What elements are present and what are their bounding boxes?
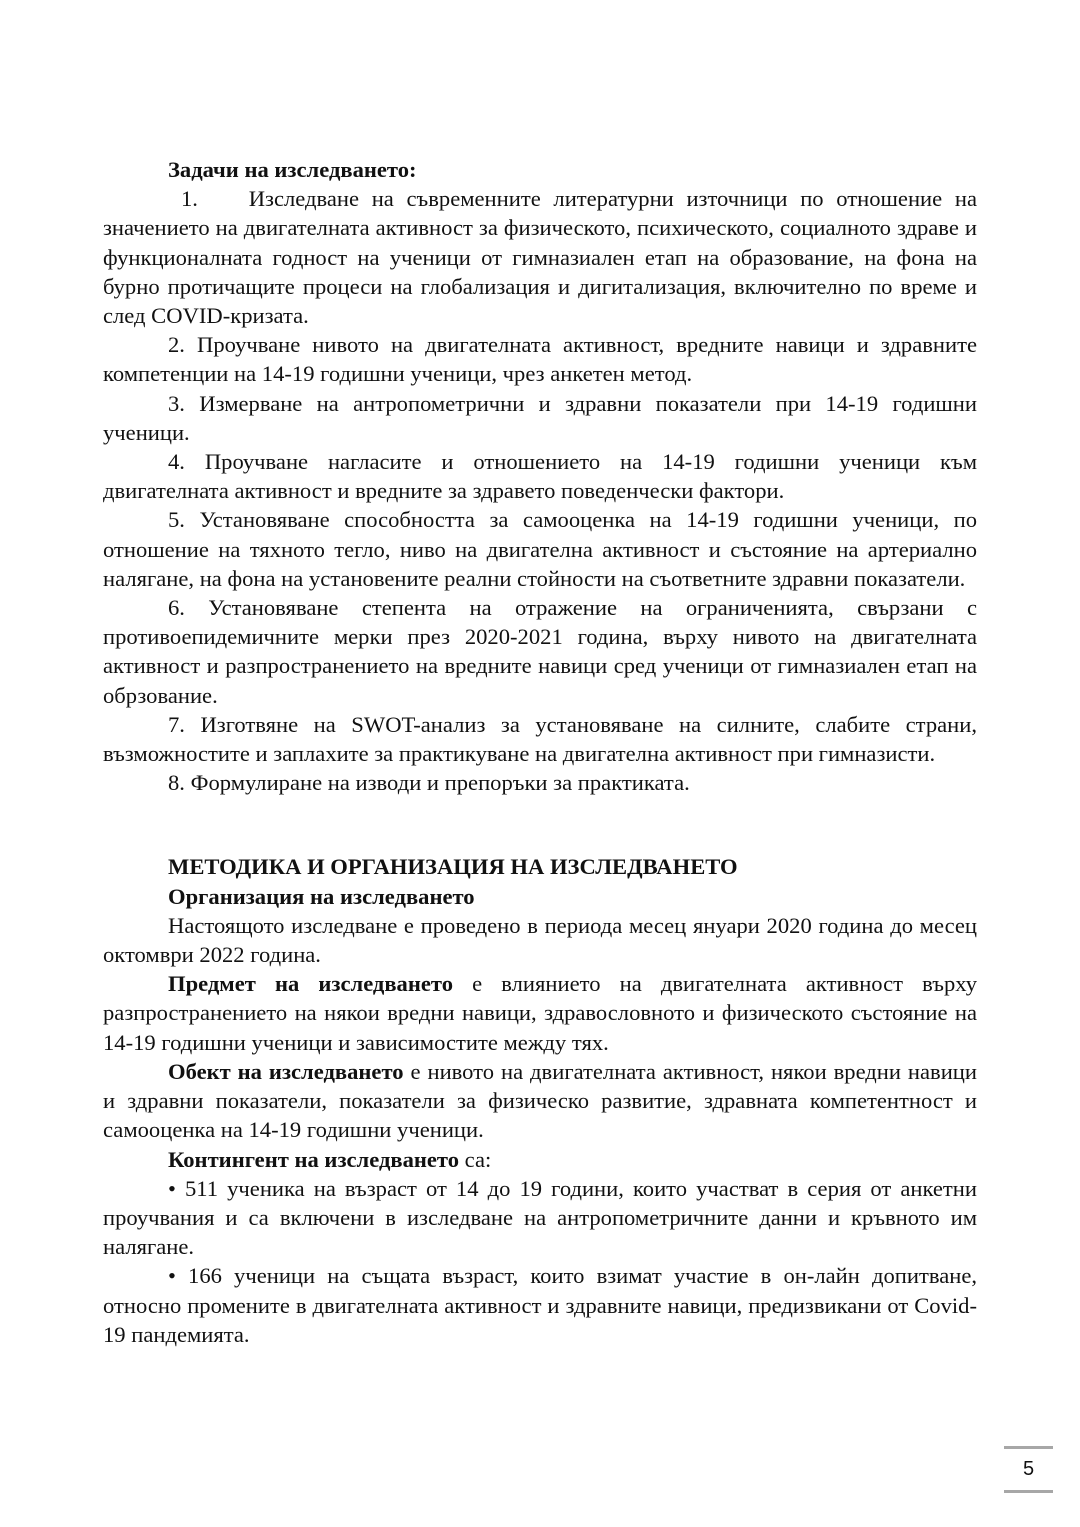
document-page [103,155,977,1349]
task-item: 5. Установяване способността за самооценка на 14-19 годишни ученици, по отношение на тяхното тегло, ниво на двигателна активност и състояние на артериално налягане, на фона на установените реални стойности на съответните здравни показатели. [103,507,977,591]
bullet-icon: • [168,1263,176,1289]
bullet-icon: • [168,1175,176,1201]
page-number: 5 [1004,1446,1053,1493]
contingent-label: Контингент на изследването [168,1146,460,1172]
contingent-list-item [103,1174,977,1262]
subject-text: е влиянието на двигателната активност върху разпространението на някои вредни навици, здравословното и физическото състояние на 14-19 годишни ученици и зависимостите между тях. [103,971,977,1055]
tasks-heading: Задачи на изследването: [168,157,417,182]
methodology-section-title: МЕТОДИКА И ОРГАНИЗАЦИЯ НА ИЗСЛЕДВАНЕТО [168,854,738,880]
organization-paragraph: Настоящото изследване е проведено в периода месец януари 2020 година до месец октомври 2022 година. [103,912,977,968]
object-paragraph [103,1057,977,1145]
contingent-item-text: 511 ученика на възраст от 14 до 19 години, които участват в серия от анкетни проучвания и са включени в изследване на антропометричните данни и кръвното им налягане. [103,1175,977,1260]
task-item: 2. Проучване нивото на двигателната активност, вредните навици и здравните компетенции на 14-19 годишни ученици, чрез анкетен метод. [103,332,977,387]
subject-paragraph [103,969,977,1057]
task-item: 1. Изследване на съвременните литературни източници по отношение на значението на двигателната активност за физическото, психическото, социалното здраве и функционалната годност на ученици от гимназиален етап на образование, на фона на бурно протичащите процеси на глобализация и дигитализация, включително по време и след COVID-кризата. [103,186,977,329]
organization-heading: Организация на изследването [168,883,475,909]
subject-label: Предмет на изследването [168,971,453,997]
task-item: 6. Установяване степента на отражение на ограниченията, свързани с противоепидемичните мерки през 2020-2021 година, върху нивото на двигателната активност и разпространението на вредните навици сред ученици от гимназиален етап на обрзование. [103,595,977,708]
object-text: е нивото на двигателната активност, някои вредни навици и здравни показатели, показатели за физическо развитие, здравната компетентност и самооценка на 14-19 годишни ученици. [103,1058,977,1143]
task-item: 8. Формулиране на изводи и препоръки за практиката. [168,770,690,796]
object-label: Обект на изследването [168,1058,404,1084]
contingent-item-text: 166 ученици на същата възраст, които взимат участие в он-лайн допитване, относно промените в двигателната активност и здравните навици, предизвикани от Covid-19 пандемията. [103,1263,977,1347]
task-item: 3. Измерване на антропометрични и здравни показатели при 14-19 годишни ученици. [103,390,977,445]
contingent-text: са: [459,1146,492,1172]
contingent-list-item [103,1261,977,1349]
task-item: 4. Проучване нагласите и отношението на 14-19 годишни ученици към двигателната активност и вредните за здравето поведенчески фактори. [103,449,977,504]
contingent-paragraph [103,1145,977,1174]
task-item: 7. Изготвяне на SWOT-анализ за установяване на силните, слабите страни, възможностите и заплахите за практикуване на двигателна активност при гимназисти. [103,711,977,767]
